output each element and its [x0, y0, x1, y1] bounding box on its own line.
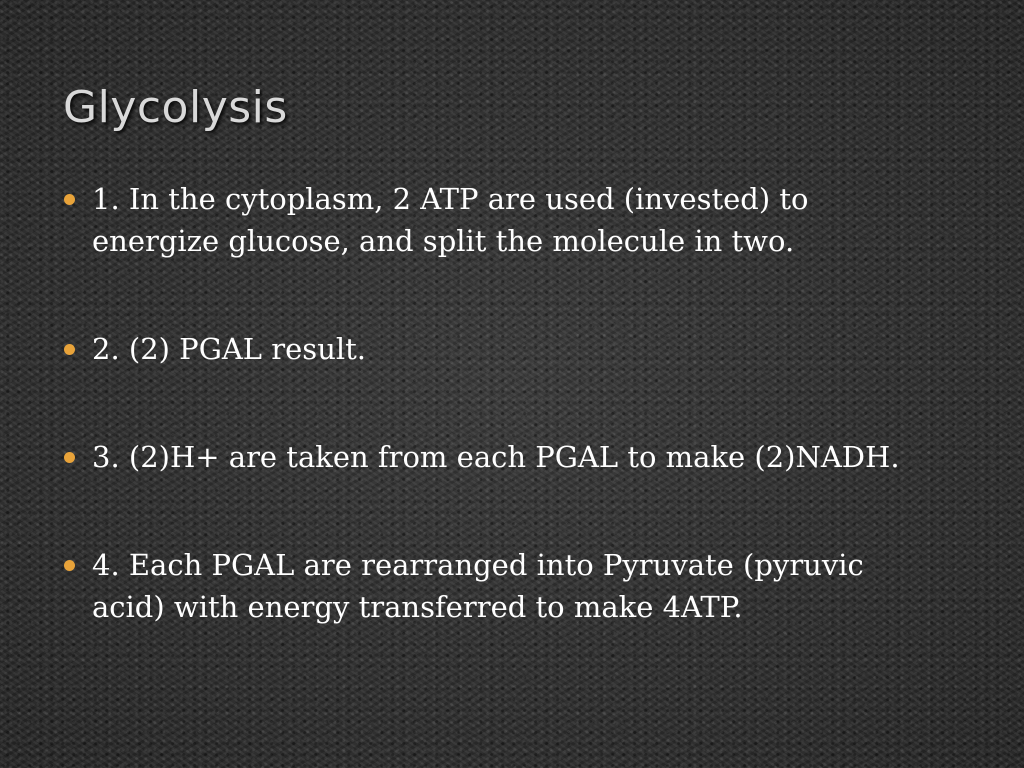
bullet-text: 2. (2) PGAL result.: [92, 332, 367, 366]
bullet-item-1: [62, 178, 942, 262]
bullet-text: 3. (2)H+ are taken from each PGAL to make (2)NADH.: [92, 440, 900, 474]
bullet-dot-icon: [64, 560, 75, 571]
bullet-text: 4. Each PGAL are rearranged into Pyruvate (pyruvic acid) with energy transferred to make 4ATP.: [92, 548, 864, 624]
bullet-item-4: [62, 544, 942, 628]
bullet-item-2: [62, 328, 942, 370]
slide-title: Glycolysis: [63, 82, 288, 133]
bullet-list: [62, 178, 942, 628]
bullet-dot-icon: [64, 452, 75, 463]
bullet-text: 1. In the cytoplasm, 2 ATP are used (invested) to energize glucose, and split the molecule in two.: [92, 182, 809, 258]
bullet-dot-icon: [64, 344, 75, 355]
bullet-item-3: [62, 436, 942, 478]
bullet-dot-icon: [64, 194, 75, 205]
